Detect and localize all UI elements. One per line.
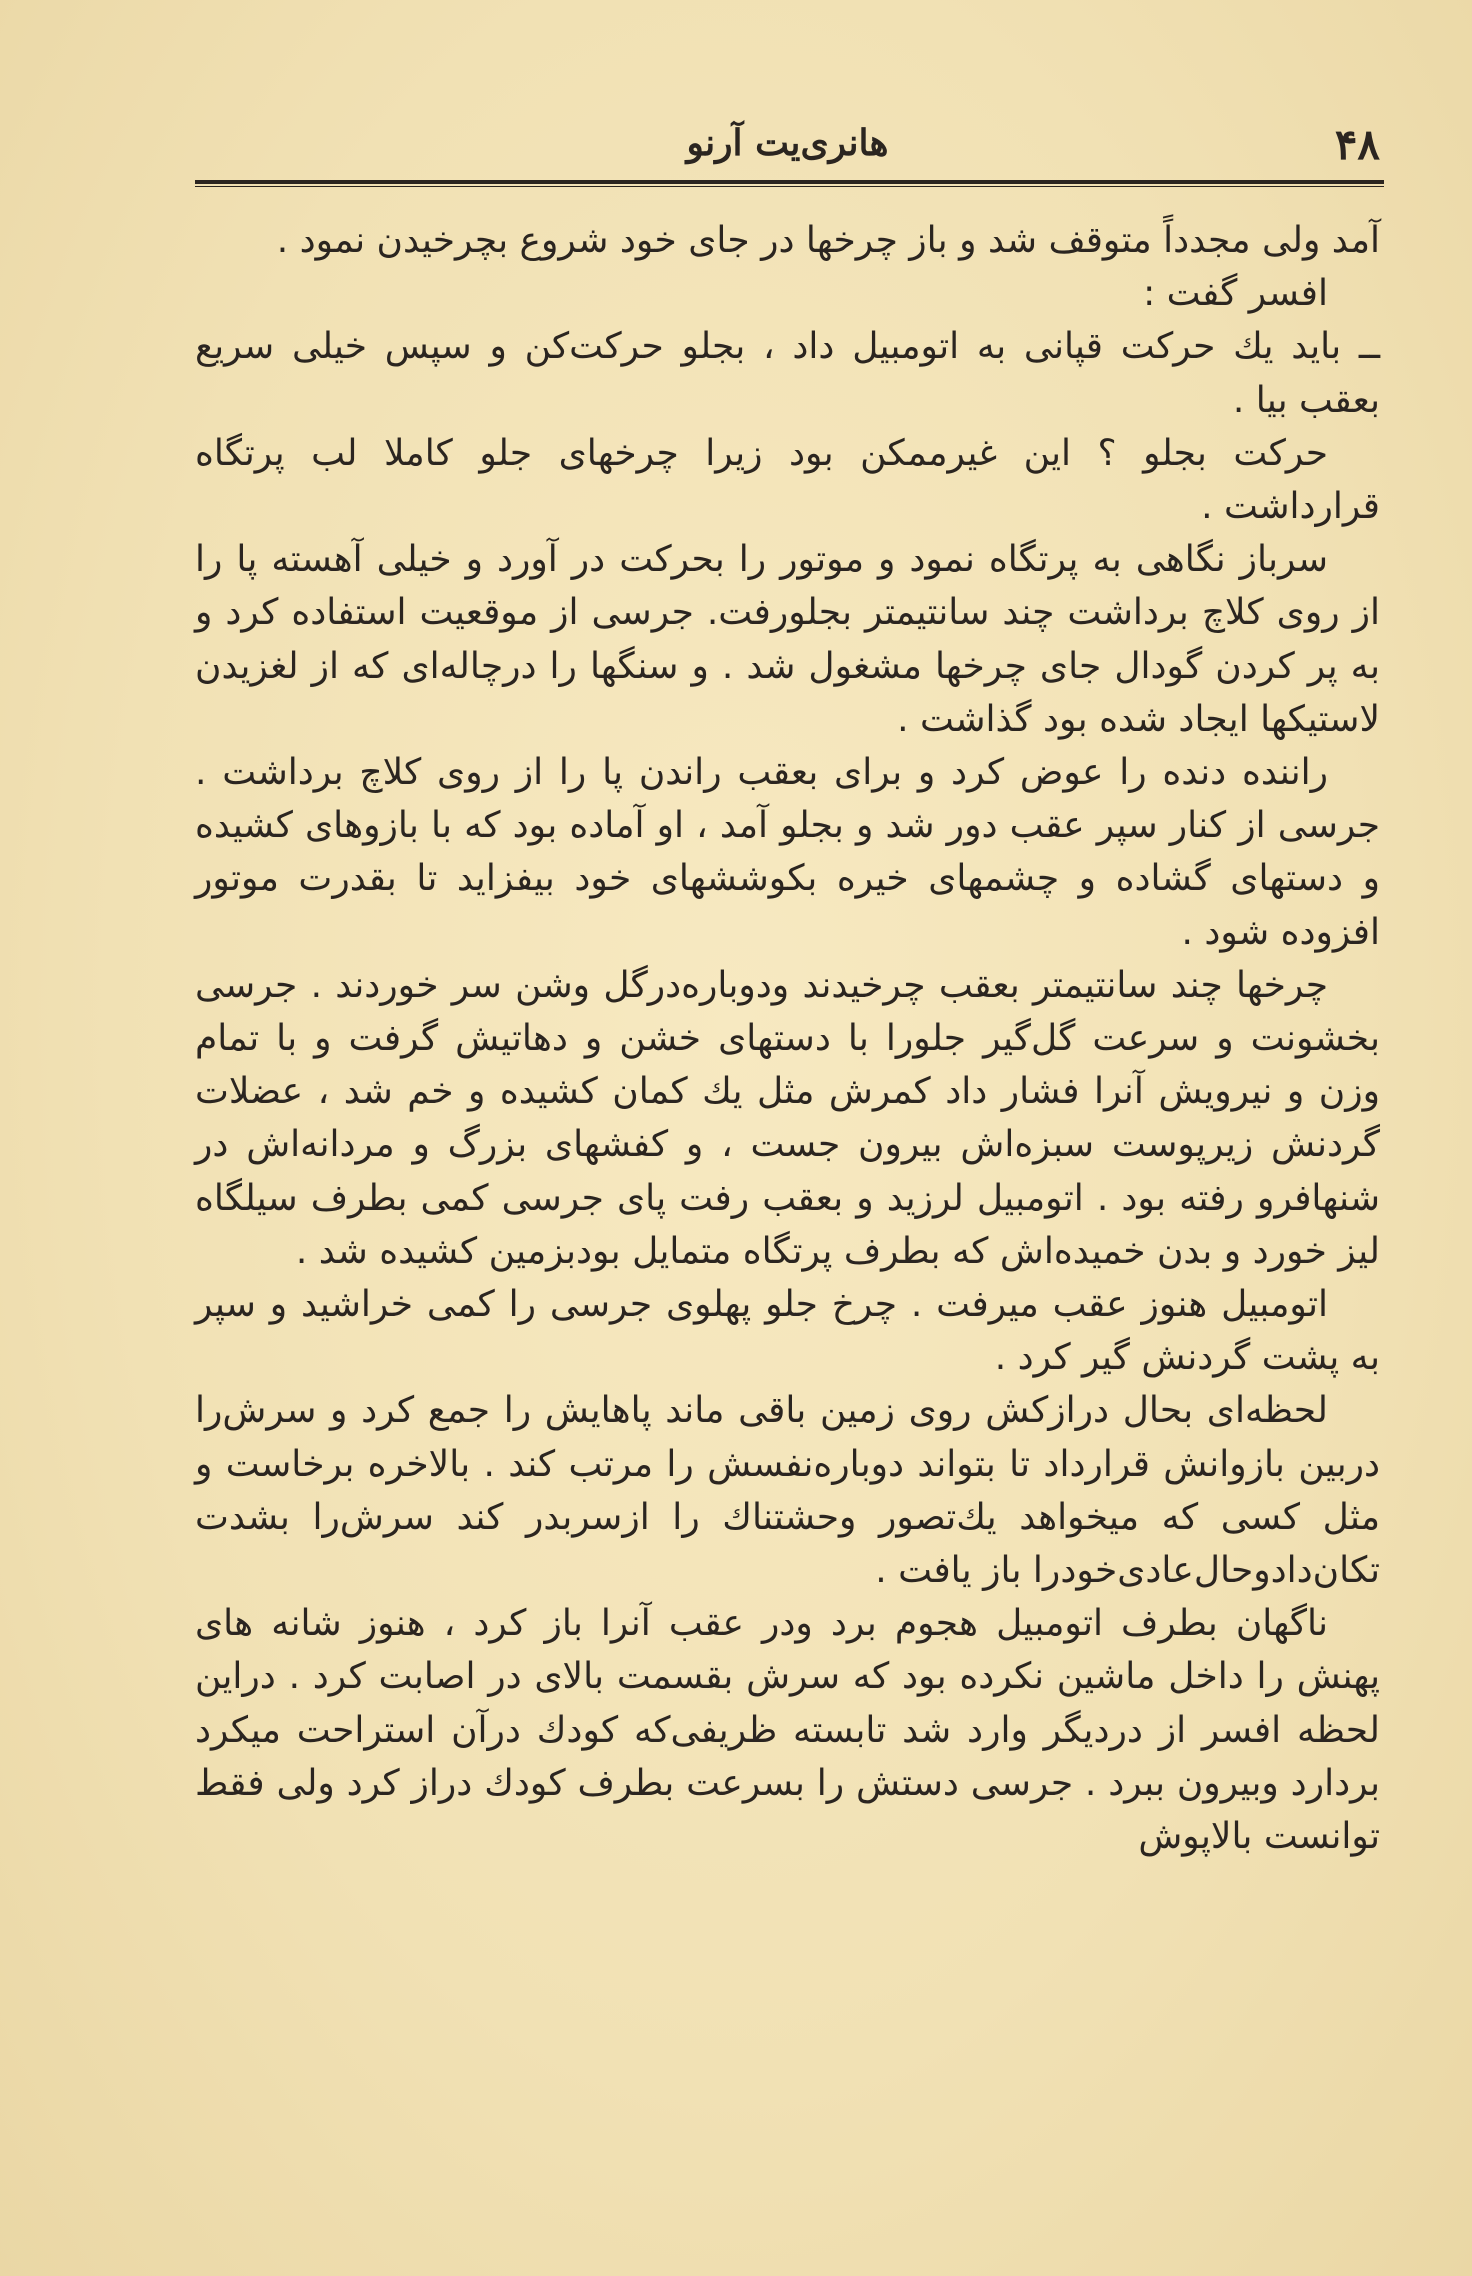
running-title: هانری‌یت آرنو — [686, 122, 889, 164]
page-header — [195, 112, 1380, 172]
paragraph: راننده دنده را عوض کرد و برای بعقب راندن پا را از روی کلاچ برداشت . جرسی از کنار سپر عقب دور شد و بجلو آمد ، او آماده بود که با بازوهای کشیده و دستهای گشاده و چشمهای خیره بکوششهای خود بیفزاید تا بقدرت موتور افزوده شود . — [195, 752, 1380, 953]
paragraph: ــ باید یك حرکت قپانی به اتومبیل داد ، بجلو حرکت‌کن و سپس خیلی سریع بعقب بیا . — [195, 326, 1380, 421]
paragraph: لحظه‌ای بحال درازکش روی زمین باقی ماند پاهایش را جمع کرد و سرش‌را دربین بازوانش قرارداد تا بتواند دوباره‌نفسش را مرتب کند . بالاخره برخاست و مثل کسی که میخواهد یك‌تصور وحشتناك را ازسربدر کند سرش‌را بشدت تکان‌دادوحال‌عادی‌خودرا باز یافت . — [195, 1390, 1380, 1592]
page-number: ۴۸ — [1334, 120, 1380, 169]
paragraph: آمد ولی مجدداً متوقف شد و باز چرخها در جای خود شروع بچرخیدن نمود . — [276, 220, 1380, 261]
paragraph: حرکت بجلو ؟ این غیرممکن بود زیرا چرخهای جلو کاملا لب پرتگاه قرارداشت . — [195, 432, 1380, 528]
paragraph: چرخها چند سانتیمتر بعقب چرخیدند ودوباره‌درگل وشن سر خوردند . جرسی بخشونت و سرعت گل‌گیر جلورا با دستهای خشن و دهاتیش گرفت و با تمام وزن و نیرویش آنرا فشار داد کمرش مثل یك کمان کشیده و خم شد ، عضلات گردنش زیرپوست سبزه‌اش بیرون جست ، و کفشهای بزرگ و مردانه‌اش در شنهافرو رفته بود . اتومبیل لرزید و بعقب رفت پای جرسی کمی بطرف سیلگاه لیز خورد و بدن خمیده‌اش که بطرف پرتگاه متمایل بودبزمین کشیده شد . — [195, 964, 1380, 1272]
paragraph: سرباز نگاهی به پرتگاه نمود و موتور را بحرکت در آورد و خیلی آهسته پا را از روی کلاچ برداشت چند سانتیمتر بجلورفت. جرسی از موقعیت استفاده کرد و به پر کردن گودال جای چرخها مشغول شد . و سنگها را درچاله‌ای که از لغزیدن لاستیکها ایجاد شده بود گذاشت . — [195, 539, 1380, 740]
header-rule — [195, 180, 1384, 187]
paragraph: اتومبیل هنوز عقب میرفت . چرخ جلو پهلوی جرسی را کمی خراشید و سپر به پشت گردنش گیر کرد . — [195, 1284, 1380, 1379]
paragraph: افسر گفت : — [1143, 273, 1328, 315]
paragraph: ناگهان بطرف اتومبیل هجوم برد ودر عقب آنرا باز کرد ، هنوز شانه های پهنش را داخل ماشین نکرده بود که سرش بقسمت بالای در اصابت کرد . دراین لحظه افسر از دردیگر وارد شد تابسته ظریفی‌که کودك درآن استراحت میکرد بردارد وبیرون ببرد . جرسی دستش را بسرعت بطرف کودك دراز کرد ولی فقط توانست بالاپوش — [195, 1603, 1380, 1858]
body-text — [195, 214, 1380, 1863]
